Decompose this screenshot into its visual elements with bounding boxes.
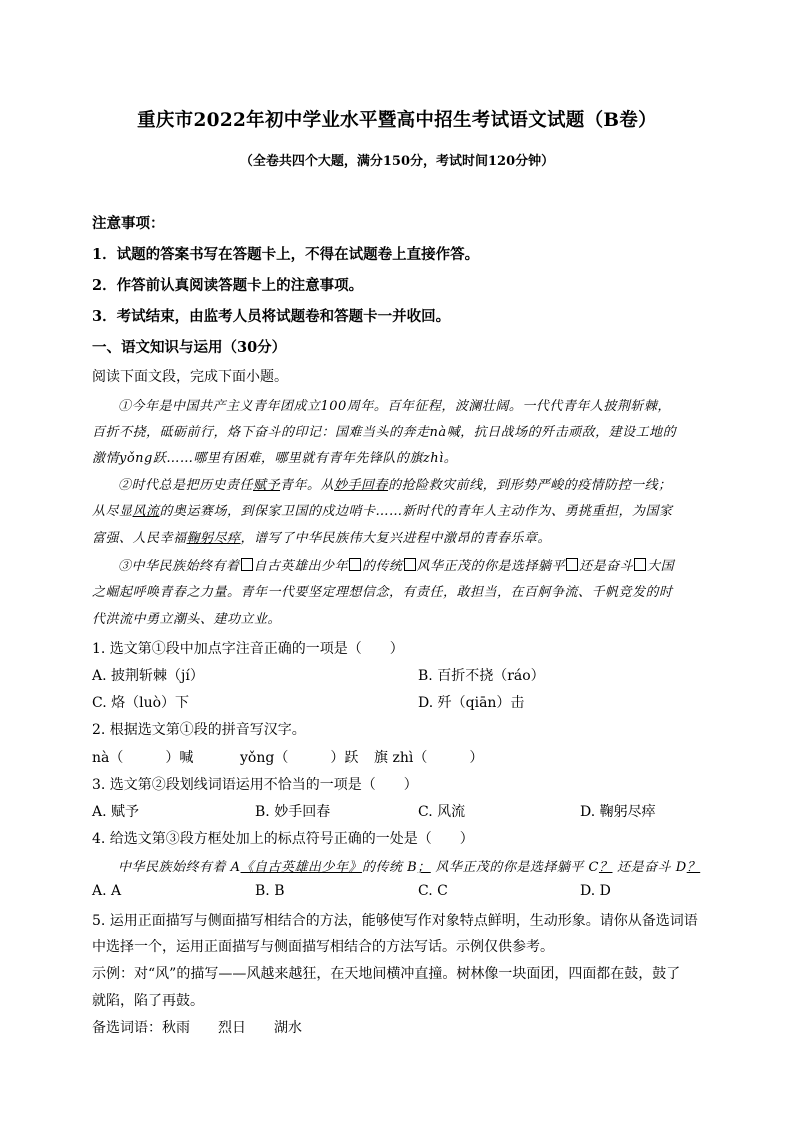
- q3-option-b: B. 妙手回春: [255, 804, 331, 820]
- q4-option-c: C. C: [418, 883, 448, 899]
- q3-option-d: D. 鞠躬尽瘁: [580, 804, 656, 820]
- blank-box: [349, 558, 361, 571]
- q1-option-a: A. 披荆斩棘（jí）: [92, 668, 204, 684]
- notice-item: 3．考试结束，由监考人员将试题卷和答题卡一并收回。: [92, 308, 451, 325]
- passage-line: 代洪流中勇立潮头、建功立业。: [92, 612, 282, 627]
- page-subtitle: （全卷共四个大题，满分150分，考试时间120分钟）: [239, 154, 555, 169]
- passage-line: 富强、人民幸福鞠躬尽瘁，谱写了中华民族伟大复兴进程中激昂的青春乐章。: [92, 531, 552, 546]
- passage-line: ①今年是中国共产主义青年团成立100周年。百年征程，波澜壮阔。一代代青年人披荆斩棘，: [118, 399, 671, 414]
- question-5-candidates: 备选词语：秋雨 烈日 湖水: [92, 1020, 302, 1036]
- q4-option-b: B. B: [255, 883, 285, 899]
- question-1-stem: 1. 选文第①段中加点字注音正确的一项是（ ）: [92, 641, 404, 657]
- q2-blank: nà（ ）喊: [92, 750, 194, 766]
- question-4-stem: 4. 给选文第③段方框处加上的标点符号正确的一处是（ ）: [92, 831, 474, 847]
- question-2-stem: 2. 根据选文第①段的拼音写汉字。: [92, 722, 306, 738]
- question-5-example: 就陷，陷了再鼓。: [92, 993, 204, 1009]
- passage-line: 从尽显风流的奥运赛场，到保家卫国的戍边哨卡……新时代的青年人主动作为、勇挑重担，为国家: [92, 504, 673, 519]
- q3-option-c: C. 风流: [418, 804, 466, 820]
- q2-blank: yǒng（ ）跃: [240, 750, 359, 766]
- blank-box: [566, 558, 578, 571]
- blank-box: [404, 558, 416, 571]
- passage-line: ②时代总是把历史责任赋予青年。从妙手回春的抢险救灾前线，到形势严峻的疫情防控一线；: [118, 478, 672, 493]
- question-3-stem: 3. 选文第②段划线词语运用不恰当的一项是（ ）: [92, 777, 418, 793]
- page-title: 重庆市2022年初中学业水平暨高中招生考试语文试题（B卷）: [137, 110, 657, 131]
- q2-blank: 旗 zhì（ ）: [374, 750, 484, 766]
- question-5-line: 中选择一个，运用正面描写与侧面描写相结合的方法写话。示例仅供参考。: [92, 939, 554, 955]
- q1-option-d: D. 歼（qiān）击: [418, 695, 525, 711]
- question-5-example: 示例：对“风”的描写——风越来越狂，在天地间横冲直撞。树林像一块面团，四面都在鼓，鼓了: [92, 966, 681, 982]
- q3-option-a: A. 赋予: [92, 804, 140, 820]
- notice-item: 2．作答前认真阅读答题卡上的注意事项。: [92, 277, 364, 294]
- notice-heading: 注意事项：: [92, 215, 165, 232]
- passage-line: 之崛起呼唤青春之力量。青年一代要坚定理想信念，有责任，敢担当，在百舸争流、千帆竞发的时: [92, 585, 673, 600]
- blank-box: [241, 558, 253, 571]
- underlined-term: 风流: [132, 504, 160, 519]
- blank-box: [634, 558, 646, 571]
- section-heading: 一、语文知识与运用（30分）: [92, 339, 287, 356]
- q1-option-c: C. 烙（luò）下: [92, 695, 190, 711]
- underlined-term: 鞠躬尽瘁: [186, 531, 241, 546]
- q4-option-a: A. A: [92, 883, 122, 899]
- question-5-line: 5. 运用正面描写与侧面描写相结合的方法，能够使写作对象特点鲜明，生动形象。请你从备选词语: [92, 913, 698, 929]
- q4-option-d: D. D: [580, 883, 611, 899]
- passage-line: 激情yǒng跃……哪里有困难，哪里就有青年先锋队的旗zhì。: [92, 451, 458, 466]
- passage-line: ③中华民族始终有着 自古英雄出少年 的传统 风华正茂的你是选择躺平 还是奋斗 大国: [118, 559, 675, 574]
- q1-option-b: B. 百折不挠（ráo）: [418, 668, 545, 684]
- passage-line: 百折不挠，砥砺前行，烙下奋斗的印记：国难当头的奔走nà喊，抗日战场的歼击顽敌，建设工地的: [92, 425, 677, 440]
- underlined-term: 赋予: [253, 478, 281, 493]
- section-intro: 阅读下面文段，完成下面小题。: [92, 369, 288, 385]
- notice-item: 1．试题的答案书写在答题卡上，不得在试题卷上直接作答。: [92, 246, 480, 263]
- q4-sentence: 中华民族始终有着 A《自古英雄出少年》的传统 B； 风华正茂的你是选择躺平 C？ 还是奋斗 D？: [118, 860, 701, 875]
- underlined-term: 妙手回春: [334, 478, 389, 493]
